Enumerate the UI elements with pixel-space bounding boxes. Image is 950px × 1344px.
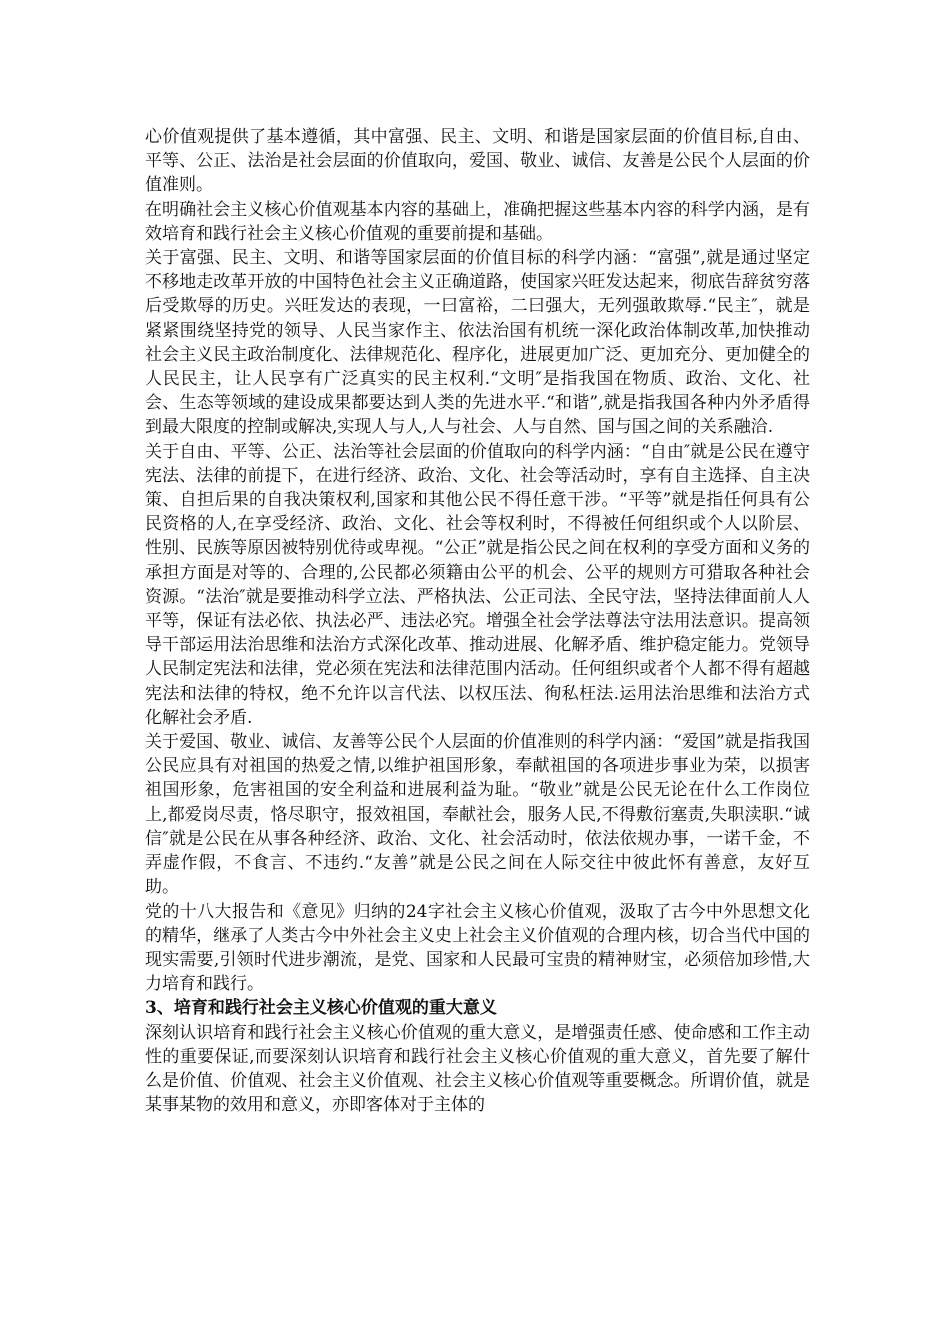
paragraph-significance: 深刻认识培育和践行社会主义核心价值观的重大意义，是增强责任感、使命感和工作主动性的重要保证,而要深刻认识培育和践行社会主义核心价值观的重大意义，首先要了解什么是价值、价值观、社会主义价值观、社会主义核心价值观等重要概念。所谓价值，就是某事某物的效用和意义，亦即客体对于主体的: [145, 1022, 810, 1116]
paragraph-core-values-intro: 心价值观提供了基本遵循，其中富强、民主、文明、和谐是国家层面的价值目标,自由、平等、公正、法治是社会层面的价值取向，爱国、敬业、诚信、友善是公民个人层面的价值准则。: [145, 127, 810, 196]
paragraph-summary: 党的十八大报告和《意见》归纳的24字社会主义核心价值观，汲取了古今中外思想文化的精华，继承了人类古今中外社会主义史上社会主义价值观的合理内核，切合当代中国的现实需要,引领时代进步潮流，是党、国家和人民最可宝贵的精神财宝，必须倍加珍惜,大力培育和践行。: [145, 901, 810, 995]
section-heading: 3、培育和践行社会主义核心价值观的重大意义: [145, 998, 497, 1019]
paragraph-social-level: 关于自由、平等、公正、法治等社会层面的价值取向的科学内涵：“自由″就是公民在遵守宪法、法律的前提下，在进行经济、政治、文化、社会等活动时，享有自主选择、自主决策、自担后果的自我决策权利,国家和其他公民不得任意干涉。“平等”就是指任何具有公民资格的人,在享受经济、政治、文化、社会等权利时，不得被任何组织或个人以阶层、性别、民族等原因被特别优待或卑视。“公正”就是指公民之间在权利的享受方面和义务的承担方面是对等的、合理的,公民都必须籍由公平的机会、公平的规则方可猎取各种社会资源。“法治″就是要推动科学立法、严格执法、公正司法、全民守法，坚持法律面前人人平等，保证有法必依、执法必严、违法必究。增强全社会学法尊法守法用法意识。提高领导干部运用法治思维和法治方式深化改革、推动进展、化解矛盾、维护稳定能力。党领导人民制定宪法和法律，党必须在宪法和法律范围内活动。任何组织或者个人都不得有超越宪法和法律的特权，绝不允许以言代法、以权压法、徇私枉法.运用法治思维和法治方式化解社会矛盾.: [145, 441, 810, 728]
paragraph-national-level: 关于富强、民主、文明、和谐等国家层面的价值目标的科学内涵：“富强”,就是通过坚定不移地走改革开放的中国特色社会主义正确道路，使国家兴旺发达起来，彻底告辞贫穷落后受欺辱的历史。兴旺发达的表现，一曰富裕，二曰强大，无列强敢欺辱.“民主″，就是紧紧围绕坚持党的领导、人民当家作主、依法治国有机统一深化政治体制改革,加快推动社会主义民主政治制度化、法律规范化、程序化，进展更加广泛、更加充分、更加健全的人民民主，让人民享有广泛真实的民主权利.“文明″是指我国在物质、政治、文化、社会、生态等领域的建设成果都要达到人类的先进水平.“和谐”,就是指我国各种内外矛盾得到最大限度的控制或解决,实现人与人,人与社会、人与自然、国与国之间的关系融洽.: [145, 248, 810, 438]
document-page: [145, 125, 810, 1117]
paragraph-individual-level: 关于爱国、敬业、诚信、友善等公民个人层面的价值准则的科学内涵：“爱国”就是指我国公民应具有对祖国的热爱之情,以维护祖国形象，奉献祖国的各项进步事业为荣，以损害祖国形象，危害祖国的安全利益和进展利益为耻。“敬业”就是公民无论在什么工作岗位上,都爱岗尽责，恪尽职守，报效祖国，奉献社会，服务人民,不得敷衍塞责,失职渎职.“诚信″就是公民在从事各种经济、政治、文化、社会活动时，依法依规办事，一诺千金，不弄虚作假，不食言、不违约.“友善”就是公民之间在人际交往中彼此怀有善意，友好互助。: [145, 732, 810, 898]
paragraph-basic-content: 在明确社会主义核心价值观基本内容的基础上，准确把握这些基本内容的科学内涵，是有效培育和践行社会主义核心价值观的重要前提和基础。: [145, 199, 810, 244]
